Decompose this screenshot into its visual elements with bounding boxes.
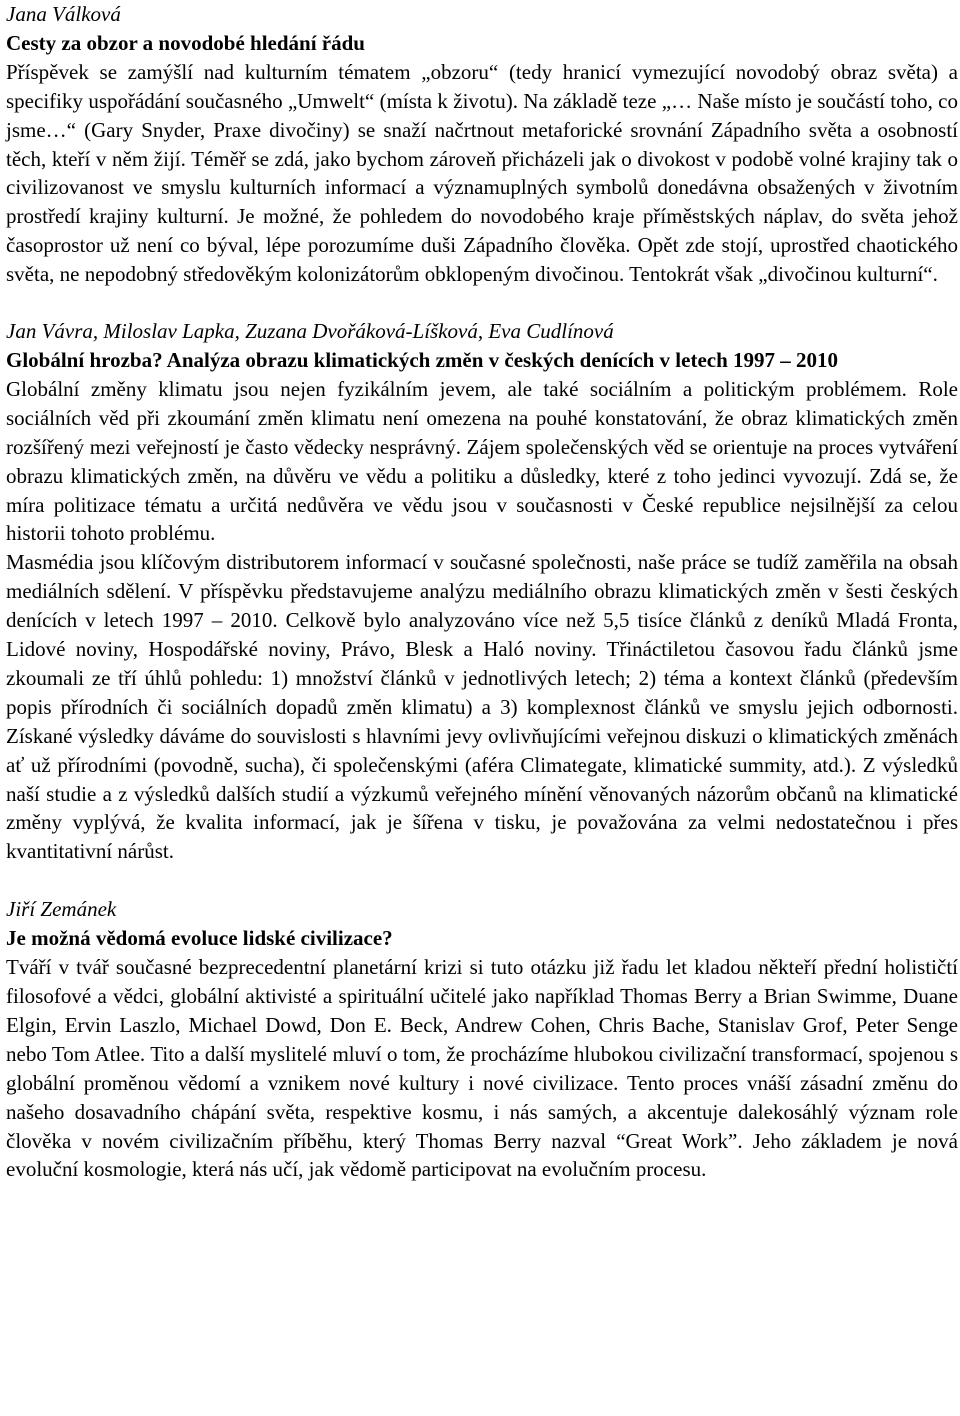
abstract-title: Cesty za obzor a novodobé hledání řádu <box>6 30 365 55</box>
abstract-title: Je možná vědomá evoluce lidské civilizace? <box>6 926 393 951</box>
section-spacer <box>6 866 958 895</box>
abstract-zemanek <box>6 895 958 1184</box>
abstract-valkova <box>6 0 958 289</box>
abstract-paragraph: Masmédia jsou klíčovým distributorem informací v současné společnosti, naše práce se tudíž zaměřila na obsah mediálních sdělení. V příspěvku představujeme analýzu mediálního obrazu klimatických změn v šesti českých denících v letech 1997 – 2010. Celkově bylo analyzováno více než 5,5 tisíce článků z deníků Mladá Fronta, Lidové noviny, Hospodářské noviny, Právo, Blesk a Haló noviny. Třináctiletou časovou řadu článků jsme zkoumali ze tří úhlů pohledu: 1) množství článků v jednotlivých letech; 2) téma a kontext článků (především popis přírodních či sociálních dopadů změn klimatu) a 3) komplexnost článků ve smyslu jejich odbornosti. Získané výsledky dáváme do souvislosti s hlavními jevy ovlivňujícími veřejnou diskuzi o klimatických změnách ať už přírodními (povodně, sucha), či společenskými (aféra Climategate, klimatické summity, atd.). Z výsledků naší studie a z výsledků dalších studií a výzkumů veřejného mínění věnovaných názorům občanů na klimatické změny vyplývá, že kvalita informací, jak je šířena v tisku, je považována za velmi nedostatečnou i přes kvantitativní nárůst. <box>6 550 958 864</box>
abstract-paragraph: Tváří v tvář současné bezprecedentní planetární krizi si tuto otázku již řadu let kladou někteří přední holističtí filosofové a vědci, globální aktivisté a spirituální učitelé jako například Thomas Berry a Brian Swimme, Duane Elgin, Ervin Laszlo, Michael Dowd, Don E. Beck, Andrew Cohen, Chris Bache, Stanislav Grof, Peter Senge nebo Tom Atlee. Tito a další myslitelé mluví o tom, že procházíme hlubokou civilizační transformací, spojenou s globální proměnou vědomí a vznikem nové kultury i nové civilizace. Tento proces vnáší zásadní změnu do našeho dosavadního chápání světa, respektive kosmu, i nás samých, a akcentuje dalekosáhlý význam role člověka v novém civilizačním příběhu, který Thomas Berry nazval “Great Work”. Jeho základem je nová evoluční kosmologie, která nás učí, jak vědomě participovat na evolučním procesu. <box>6 955 958 1182</box>
abstract-title: Globální hrozba? Analýza obrazu klimatických změn v českých denících v letech 1997 – 2010 <box>6 347 839 372</box>
author-line: Jiří Zemánek <box>6 897 117 922</box>
author-line: Jana Válková <box>6 2 121 26</box>
abstract-paragraph: Globální změny klimatu jsou nejen fyzikálním jevem, ale také sociálním a politickým problémem. Role sociálních věd při zkoumání změn klimatu není omezena na pouhé konstatování, že obraz klimatických změn rozšířený mezi veřejností je často vědecky nesprávný. Zájem společenských věd se orientuje na proces vytváření obrazu klimatických změn, na důvěru ve vědu a politiku a důsledky, které z toho jedinci vyvozují. Zdá se, že míra politizace tématu a určitá nedůvěra ve vědu jsou v současnosti v České republice nejsilnější za celou historii tohoto problému. <box>6 376 958 546</box>
abstract-paragraph: Příspěvek se zamýšlí nad kulturním tématem „obzoru“ (tedy hranicí vymezující novodobý obraz světa) a specifiky uspořádání současného „Umwelt“ (místa k životu). Na základě teze „… Naše místo je součástí toho, co jsme…“ (Gary Snyder, Praxe divočiny) se snaží načrtnout metaforické srovnání Západního světa a osobností těch, kteří v něm žijí. Téměř se zdá, jako bychom zároveň přicházeli jak o divokost v podobě volné krajiny tak o civilizovanost ve smyslu kulturních informací a významuplných symbolů donedávna obsažených v životním prostředí krajiny kulturní. Je možné, že pohledem do novodobého kraje příměstských náplav, do světa jehož časoprostor už není co býval, lépe porozumíme duši Západního člověka. Opět zde stojí, uprostřed chaotického světa, ne nepodobný středověkým kolonizátorům obklopeným divočinou. Tentokrát však „divočinou kulturní“. <box>6 59 958 287</box>
author-line: Jan Vávra, Miloslav Lapka, Zuzana Dvořáková-Líšková, Eva Cudlínová <box>6 319 614 344</box>
abstract-vavra <box>6 317 958 866</box>
section-spacer <box>6 289 958 317</box>
